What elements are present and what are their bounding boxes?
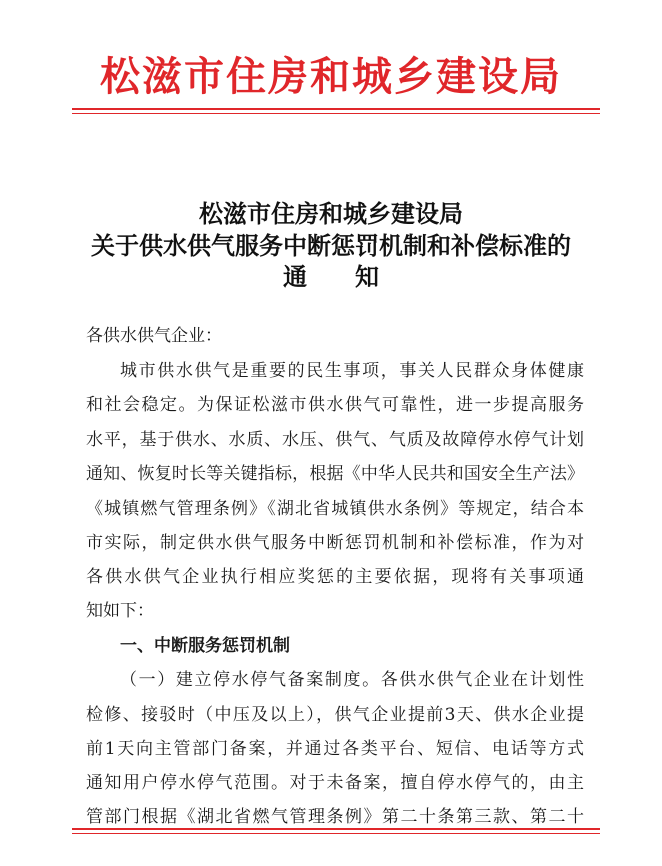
salutation: 各供水供气企业： xyxy=(86,326,222,346)
section-heading: 一、中断服务惩罚机制 xyxy=(120,636,290,656)
section-line: 管部门根据《湖北省燃气管理条例》第二十条第三款、第二十 xyxy=(86,807,584,827)
document-title-line-2: 关于供水供气服务中断惩罚机制和补偿标准的 xyxy=(91,231,571,260)
body-line: 和社会稳定。为保证松滋市供水供气可靠性，进一步提高服务 xyxy=(86,395,584,415)
body-line: 水平，基于供水、水质、水压、供气、气质及故障停水停气计划 xyxy=(86,430,584,450)
body-line: 各供水供气企业执行相应奖惩的主要依据，现将有关事项通 xyxy=(86,567,584,587)
footer-rule-thick xyxy=(72,828,600,830)
letterhead-rule-thick xyxy=(72,108,600,110)
section-line: （一）建立停水停气备案制度。各供水供气企业在计划性 xyxy=(120,670,584,690)
body-line: 通知、恢复时长等关键指标，根据《中华人民共和国安全生产法》 xyxy=(86,464,584,484)
letterhead-rule-thin xyxy=(72,113,600,114)
body-line: 《城镇燃气管理条例》《湖北省城镇供水条例》等规定，结合本 xyxy=(86,499,584,519)
section-line: 通知用户停水停气范围。对于未备案，擅自停水停气的，由主 xyxy=(86,773,584,793)
section-line: 检修、接驳时（中压及以上），供气企业提前3天、供水企业提 xyxy=(86,705,584,725)
letterhead-org-name: 松滋市住房和城乡建设局 xyxy=(100,54,562,100)
body-line: 市实际，制定供水供气服务中断惩罚机制和补偿标准，作为对 xyxy=(86,533,584,553)
footer-rule-thin xyxy=(72,833,600,834)
document-title-line-1: 松滋市住房和城乡建设局 xyxy=(199,199,463,228)
section-line: 前1天向主管部门备案，并通过各类平台、短信、电话等方式 xyxy=(86,739,584,759)
body-line: 知如下： xyxy=(86,601,154,621)
document-title-line-3: 通 知 xyxy=(283,262,379,291)
body-line: 城市供水供气是重要的民生事项，事关人民群众身体健康 xyxy=(120,361,584,381)
